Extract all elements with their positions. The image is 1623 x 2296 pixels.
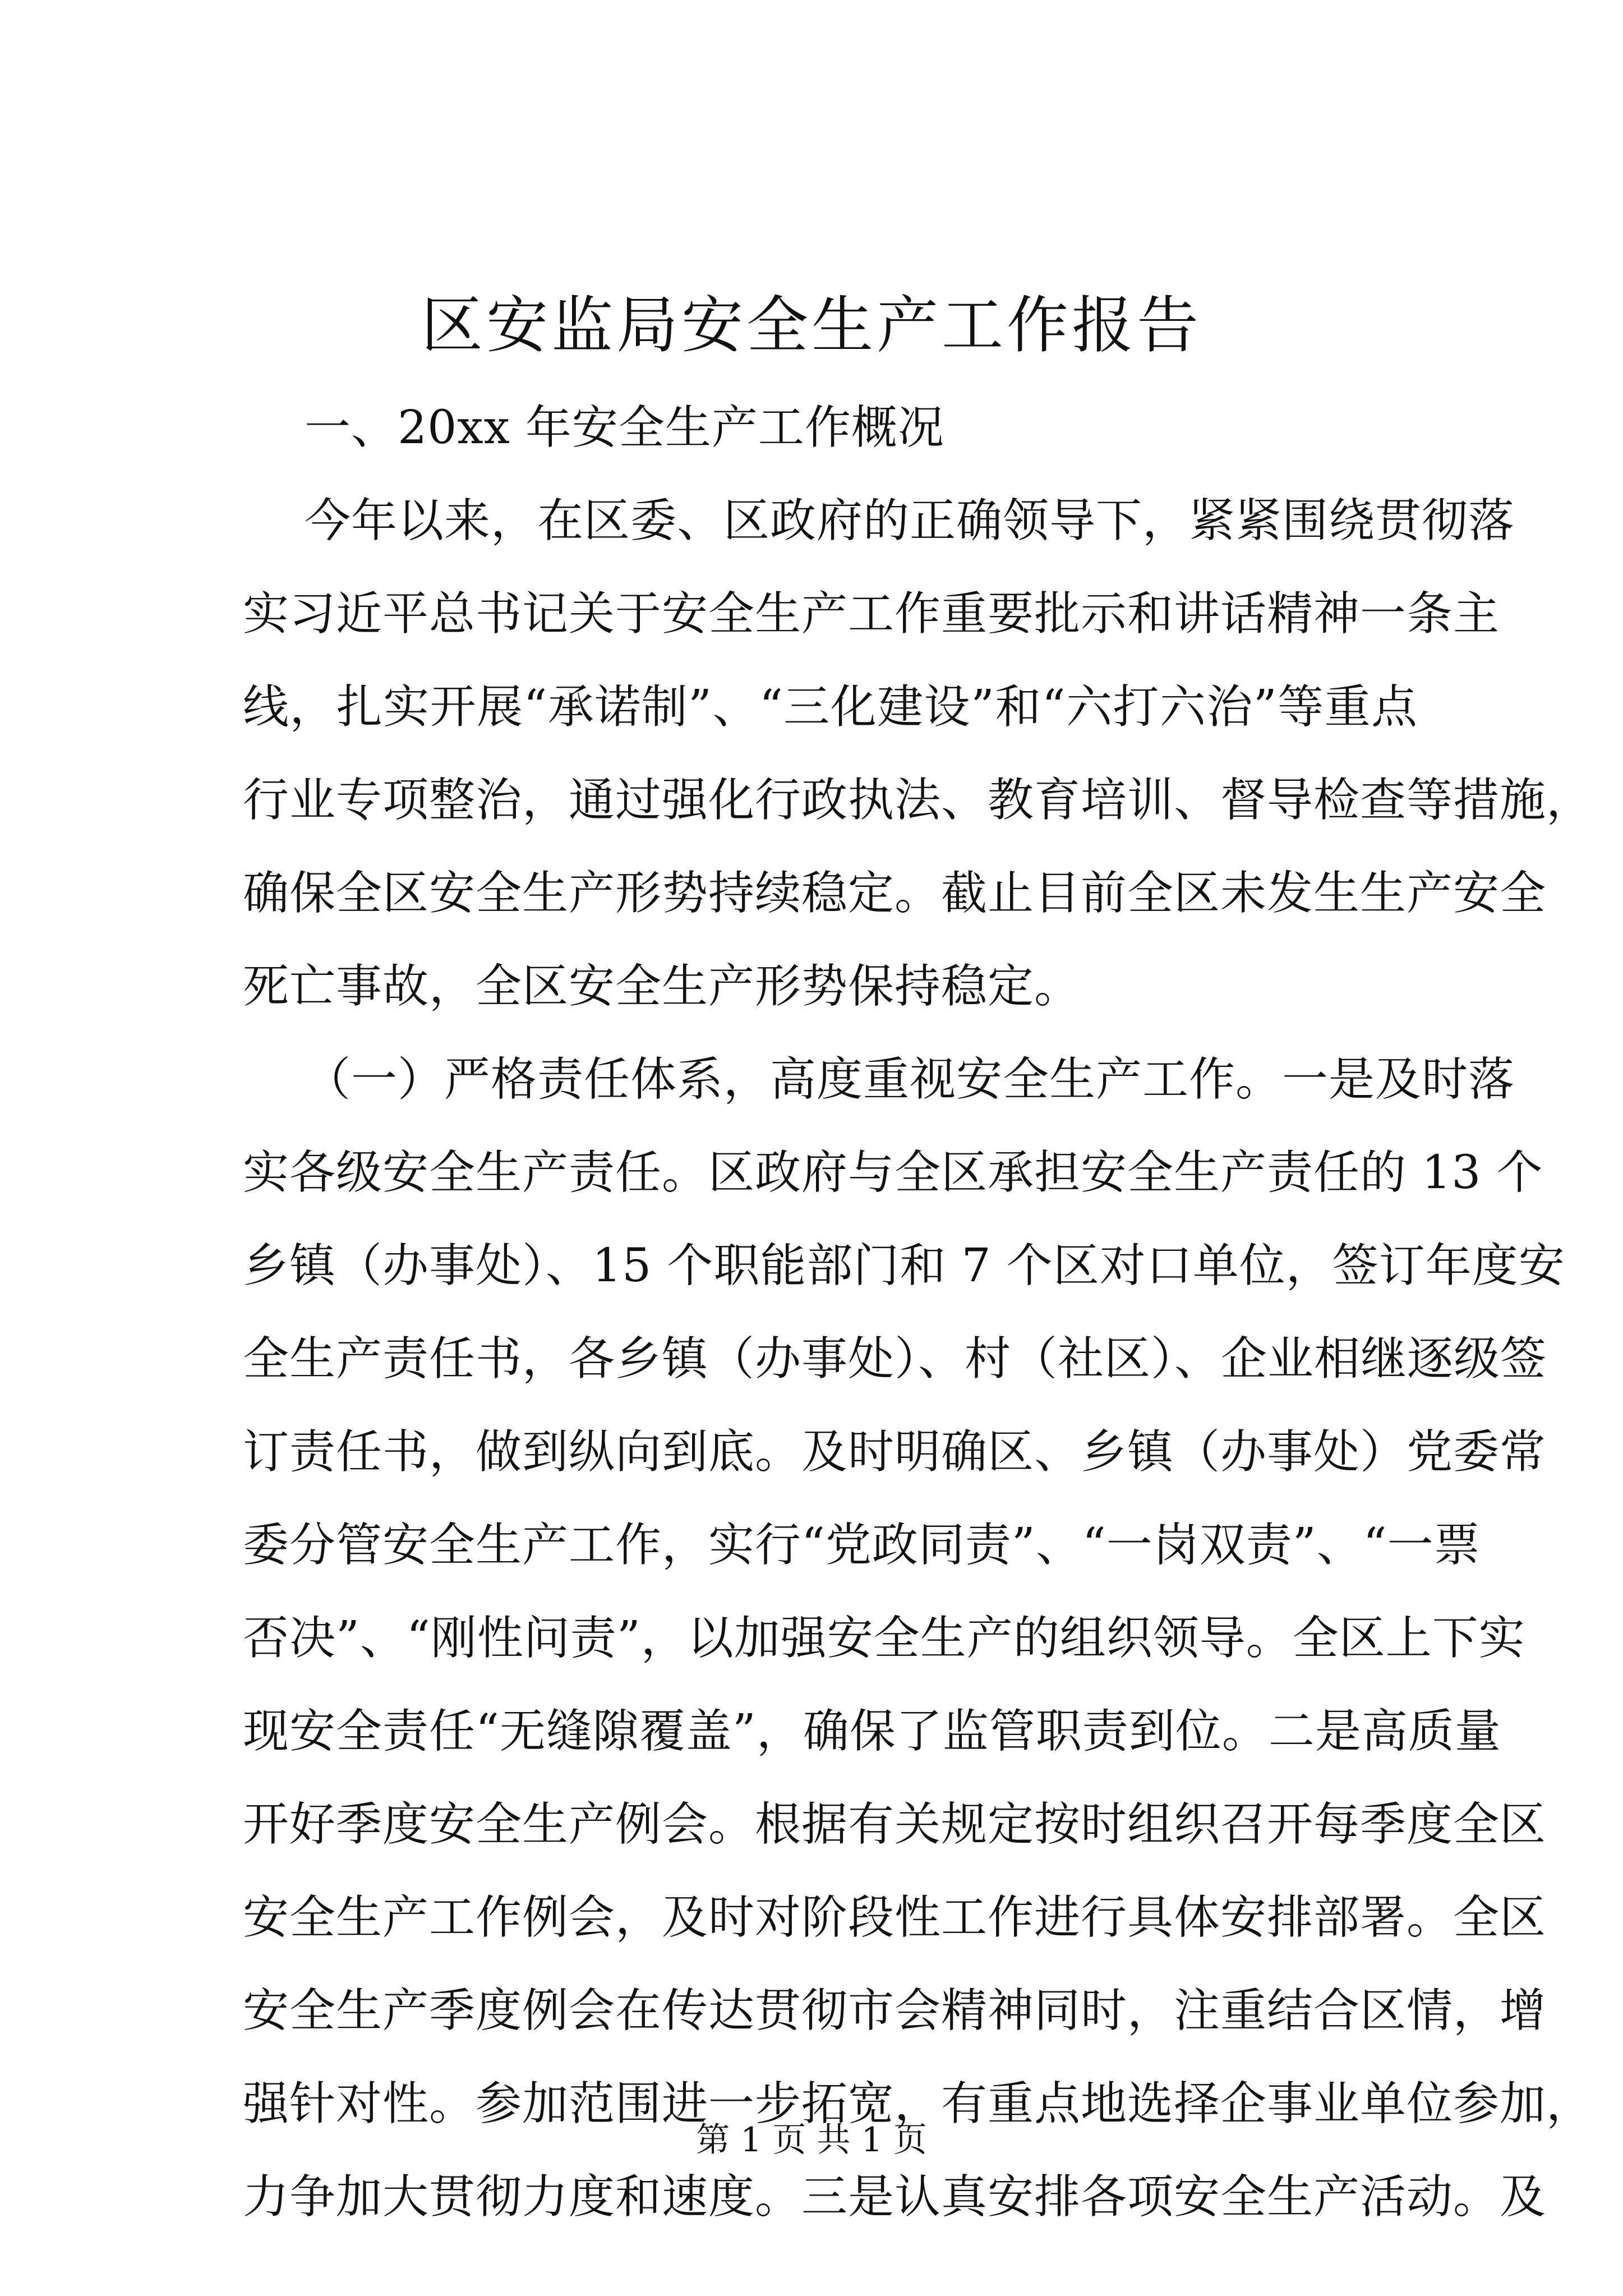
paragraph-line: 力争加大贯彻力度和速度。三是认真安排各项安全生产活动。及 [243,2170,1547,2224]
paragraph-line: 实习近平总书记关于安全生产工作重要批示和讲话精神一条主 [243,587,1500,641]
paragraph-line: （一）严格责任体系，高度重视安全生产工作。一是及时落 [305,1053,1515,1106]
paragraph-line: 实各级安全生产责任。区政府与全区承担安全生产责任的 13 个 [243,1146,1543,1199]
paragraph-line: 线，扎实开展“承诺制”、“三化建设”和“六打六治”等重点 [243,680,1418,734]
page-footer: 第 1 页 共 1 页 [696,2120,927,2160]
paragraph-line: 死亡事故，全区安全生产形势保持稳定。 [243,960,1081,1013]
paragraph-line: 乡镇（办事处）、15 个职能部门和 7 个区对口单位，签订年度安 [243,1239,1565,1292]
paragraph-line: 现安全责任“无缝隙覆盖”，确保了监管职责到位。二是高质量 [243,1705,1501,1758]
paragraph-line: 安全生产季度例会在传达贯彻市会精神同时，注重结合区情，增 [243,1984,1547,2037]
paragraph-line: 今年以来，在区委、区政府的正确领导下，紧紧围绕贯彻落 [305,494,1515,547]
paragraph-line: 开好季度安全生产例会。根据有关规定按时组织召开每季度全区 [243,1798,1547,1851]
paragraph-line: 全生产责任书，各乡镇（办事处）、村（社区）、企业相继逐级签 [243,1332,1547,1386]
section-heading: 一、20xx 年安全生产工作概况 [305,401,944,454]
paragraph-line: 订责任书，做到纵向到底。及时明确区、乡镇（办事处）党委常 [243,1425,1547,1479]
paragraph-line: 强针对性。参加范围进一步拓宽，有重点地选择企事业单位参加， [243,2077,1593,2131]
paragraph-1 [243,475,1593,1033]
paragraph-2 [243,1033,1593,2244]
paragraph-line: 安全生产工作例会，及时对阶段性工作进行具体安排部署。全区 [243,1891,1547,1944]
document-body [243,381,1593,2244]
document-title: 区安监局安全生产工作报告 [421,289,1202,361]
paragraph-line: 否决”、“刚性问责”，以加强安全生产的组织领导。全区上下实 [243,1612,1525,1665]
paragraph-line: 确保全区安全生产形势持续稳定。截止目前全区未发生生产安全 [243,867,1547,920]
paragraph-line: 委分管安全生产工作，实行“党政同责”、“一岗双责”、“一票 [243,1519,1481,1572]
paragraph-line: 行业专项整治，通过强化行政执法、教育培训、督导检查等措施， [243,774,1593,827]
